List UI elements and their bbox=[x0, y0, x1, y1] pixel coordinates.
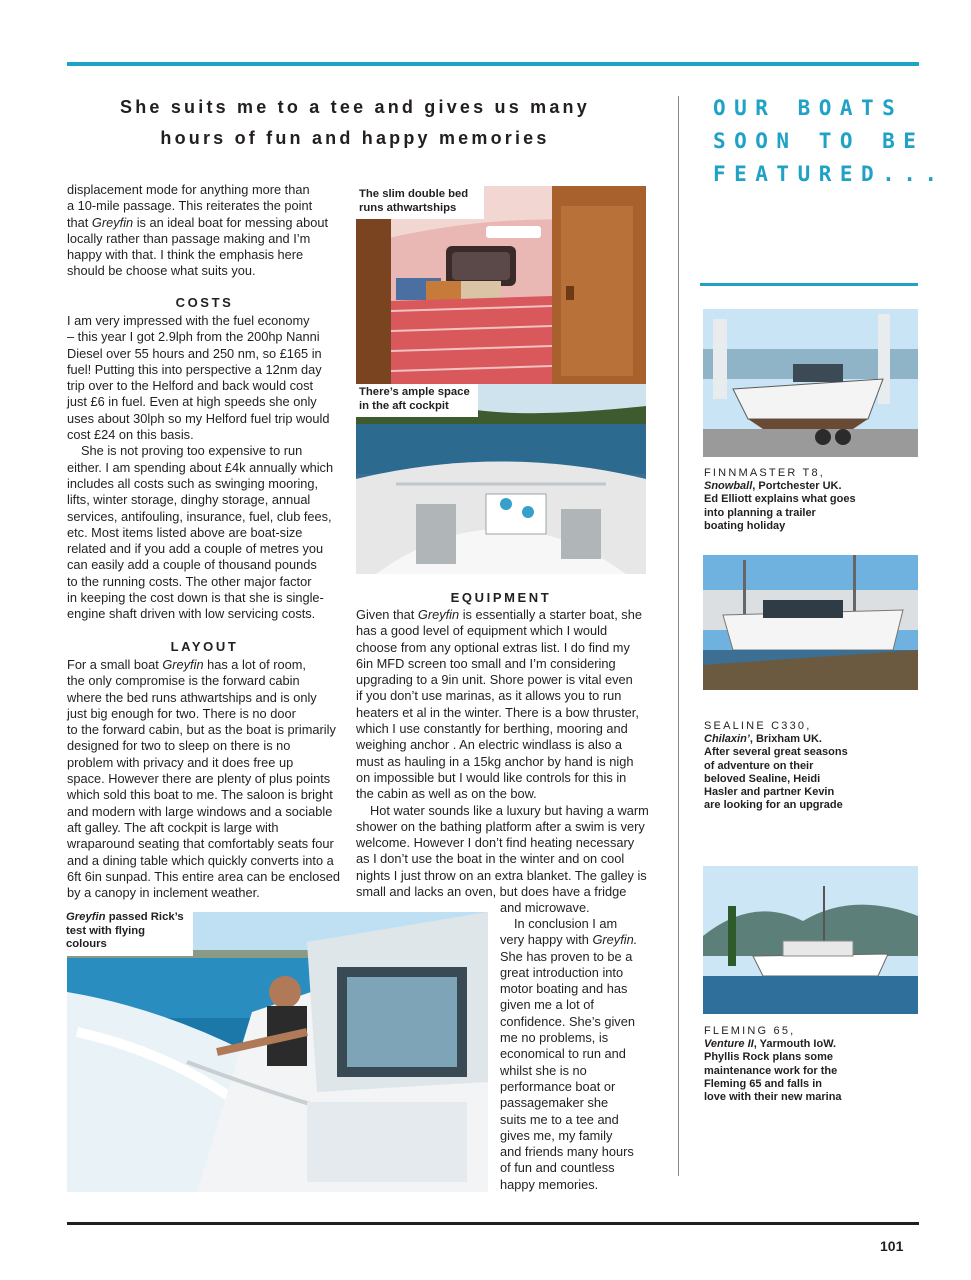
costs-heading: COSTS bbox=[175, 295, 234, 310]
intro-line: that Greyfin is an ideal boat for messing about bbox=[67, 214, 329, 230]
layout-line: and a dining table which quickly converts into a bbox=[67, 852, 334, 868]
cockpit-photo-caption: There’s ample space in the aft cockpit bbox=[356, 384, 478, 417]
costs-line: She is not proving too expensive to run bbox=[81, 443, 303, 459]
conclusion-line: She has proven to be a bbox=[500, 948, 633, 964]
equipment-line: choose from any optional extras list. I do find my bbox=[356, 639, 630, 655]
equipment-line: nights I just throw on an extra blanket. The galley is bbox=[356, 867, 647, 883]
layout-line: the only compromise is the forward cabin bbox=[67, 673, 300, 689]
costs-line: to the running costs. The other major factor bbox=[67, 573, 312, 589]
costs-line: etc. Most items listed above are boat-size bbox=[67, 524, 303, 540]
equipment-line: as I don’t use the boat in the winter and on cool bbox=[356, 851, 625, 867]
equipment-line: the cabin as well as on the bow. bbox=[356, 786, 537, 802]
equipment-line: which I use constantly for berthing, mooring and bbox=[356, 721, 628, 737]
sidebar-title: OUR BOATS SOON TO BE FEATURED... bbox=[713, 96, 946, 186]
layout-line: by a canopy in inclement weather. bbox=[67, 885, 260, 901]
sidebar-item-fleming: FLEMING 65, Venture II, Yarmouth IoW. Phyllis Rock plans some maintenance work for the Fleming 65 and falls in love with their new marina bbox=[704, 1025, 842, 1104]
equipment-line: 6in MFD screen too small and I’m considering bbox=[356, 655, 616, 671]
conclusion-line: given me a lot of bbox=[500, 997, 594, 1013]
bottom-rule bbox=[67, 1222, 919, 1225]
costs-line: can easily add a couple of thousand pounds bbox=[67, 557, 317, 573]
intro-line: locally rather than passage making and I’m bbox=[67, 230, 311, 246]
finnmaster-photo bbox=[703, 309, 918, 457]
equipment-line: upgrading to a 9in unit. Shore power is vital even bbox=[356, 672, 633, 688]
equipment-heading: EQUIPMENT bbox=[450, 590, 552, 605]
layout-line: and modern with large windows and a sociable bbox=[67, 803, 333, 819]
conclusion-line: happy memories. bbox=[500, 1176, 599, 1192]
equipment-line: must as hauling in a 15kg anchor by hand is nigh bbox=[356, 753, 634, 769]
conclusion-line: me no problems, is bbox=[500, 1030, 609, 1046]
conclusion-line: motor boating and has bbox=[500, 981, 628, 997]
costs-line: trip over to the Helford and back would cost bbox=[67, 378, 314, 394]
equipment-line: if you don’t use marinas, as it allows you to run bbox=[356, 688, 622, 704]
costs-line: in keeping the cost down is that she is single- bbox=[67, 590, 324, 606]
equipment-line: shower on the bathing platform after a swim is very bbox=[356, 818, 645, 834]
intro-line: displacement mode for anything more than bbox=[67, 182, 310, 197]
sidebar-underline bbox=[700, 283, 918, 286]
costs-line: engine shaft driven with low servicing costs. bbox=[67, 606, 316, 622]
conclusion-line: confidence. She’s given bbox=[500, 1013, 635, 1029]
conclusion-line: whilst she is no bbox=[500, 1062, 587, 1078]
conclusion-line: passagemaker she bbox=[500, 1095, 609, 1111]
sealine-photo bbox=[703, 555, 918, 690]
conclusion-line: gives me, my family bbox=[500, 1127, 613, 1143]
conclusion-line: suits me to a tee and bbox=[500, 1111, 619, 1127]
layout-line: problem with privacy and it does free up bbox=[67, 754, 294, 770]
layout-line: which sold this boat to me. The saloon is bright bbox=[67, 787, 333, 803]
layout-line: wraparound seating that comfortably seats four bbox=[67, 836, 334, 852]
page-number: 101 bbox=[880, 1238, 904, 1254]
equipment-line: weighing anchor . An electric windlass is also a bbox=[356, 737, 623, 753]
top-rule bbox=[67, 62, 919, 66]
bed-photo-caption: The slim double bed runs athwartships bbox=[356, 186, 484, 219]
conclusion-line: In conclusion I am bbox=[514, 916, 618, 931]
pull-quote-line-2: hours of fun and happy memories bbox=[160, 128, 550, 148]
equipment-line: on impossible but I would like controls for this in bbox=[356, 769, 627, 785]
costs-line: services, antifouling, insurance, fuel, club fees, bbox=[67, 508, 332, 524]
equipment-line: Given that Greyfin is essentially a starter boat, she bbox=[356, 607, 642, 622]
equipment-body bbox=[356, 607, 651, 900]
costs-line: uses about 30lph so my Helford fuel trip would bbox=[67, 410, 330, 426]
costs-line: either. I am spending about £4k annually which bbox=[67, 459, 334, 475]
layout-line: just big enough for two. There is no door bbox=[67, 705, 296, 721]
costs-body bbox=[67, 313, 342, 623]
intro-line: a 10-mile passage. This reiterates the point bbox=[67, 198, 313, 214]
sidebar-divider bbox=[678, 96, 679, 1176]
costs-line: related and if you add a couple of metres you bbox=[67, 541, 324, 557]
main-photo-caption: Greyfin passed Rick’s test with flying colours bbox=[63, 909, 193, 956]
costs-line: cost £24 on this basis. bbox=[67, 427, 194, 443]
pull-quote-line-1: She suits me to a tee and gives us many bbox=[120, 97, 590, 117]
conclusion-line: performance boat or bbox=[500, 1078, 616, 1094]
costs-line: I am very impressed with the fuel economy bbox=[67, 313, 310, 328]
fleming-photo bbox=[703, 866, 918, 1014]
equipment-line: welcome. However I don’t find heating necessary bbox=[356, 835, 635, 851]
costs-line: includes all costs such as swinging mooring, bbox=[67, 475, 319, 491]
layout-line: where the bed runs athwartships and is only bbox=[67, 689, 317, 705]
layout-body bbox=[67, 657, 342, 901]
column-1-intro bbox=[67, 182, 342, 280]
equipment-line: Hot water sounds like a luxury but having a warm bbox=[370, 802, 649, 818]
layout-line: designed for two to sleep on there is no bbox=[67, 738, 291, 754]
costs-line: just £6 in fuel. Even at high speeds she only bbox=[67, 394, 317, 410]
costs-line: – this year I got 2.9lph from the 200hp Nanni bbox=[67, 329, 320, 345]
layout-line: space. However there are plenty of plus points bbox=[67, 771, 331, 787]
equipment-line: small and lacks an oven, but does have a fridge bbox=[356, 884, 627, 900]
layout-heading: LAYOUT bbox=[170, 639, 239, 654]
equipment-line: has a good level of equipment which I would bbox=[356, 623, 608, 639]
conclusion-line: great introduction into bbox=[500, 964, 624, 980]
conclusion-line: of fun and countless bbox=[500, 1160, 615, 1176]
layout-line: For a small boat Greyfin has a lot of room, bbox=[67, 657, 306, 672]
layout-line: aft galley. The aft cockpit is large with bbox=[67, 819, 279, 835]
layout-line: to the forward cabin, but as the boat is primarily bbox=[67, 722, 336, 738]
costs-line: Diesel over 55 hours and 250 nm, so £165 in bbox=[67, 345, 322, 361]
pull-quote bbox=[95, 92, 615, 154]
equipment-last-line: and microwave. bbox=[500, 900, 590, 915]
sidebar-item-finnmaster: FINNMASTER T8, Snowball, Portchester UK. Ed Elliott explains what goes into planning a trailer boating holiday bbox=[704, 467, 856, 532]
equipment-line: heaters et al in the winter. There is a bow thruster, bbox=[356, 704, 639, 720]
intro-line: should be choose what suits you. bbox=[67, 263, 256, 279]
sidebar-item-sealine: SEALINE C330, Chilaxin’, Brixham UK. After several great seasons of adventure on their beloved Sealine, Heidi Hasler and partner Kevin are looking for an upgrade bbox=[704, 720, 848, 812]
conclusion-line: very happy with Greyfin. bbox=[500, 932, 638, 948]
intro-line: happy with that. I think the emphasis here bbox=[67, 247, 304, 263]
conclusion-line: and friends many hours bbox=[500, 1144, 634, 1160]
conclusion-line: economical to run and bbox=[500, 1046, 626, 1062]
costs-line: lifts, winter storage, dinghy storage, annual bbox=[67, 492, 311, 508]
conclusion-body bbox=[500, 916, 650, 1193]
layout-line: 6ft 6in sunpad. This entire area can be enclosed bbox=[67, 868, 340, 884]
costs-line: fuel! Putting this into perspective a 12nm day bbox=[67, 361, 322, 377]
